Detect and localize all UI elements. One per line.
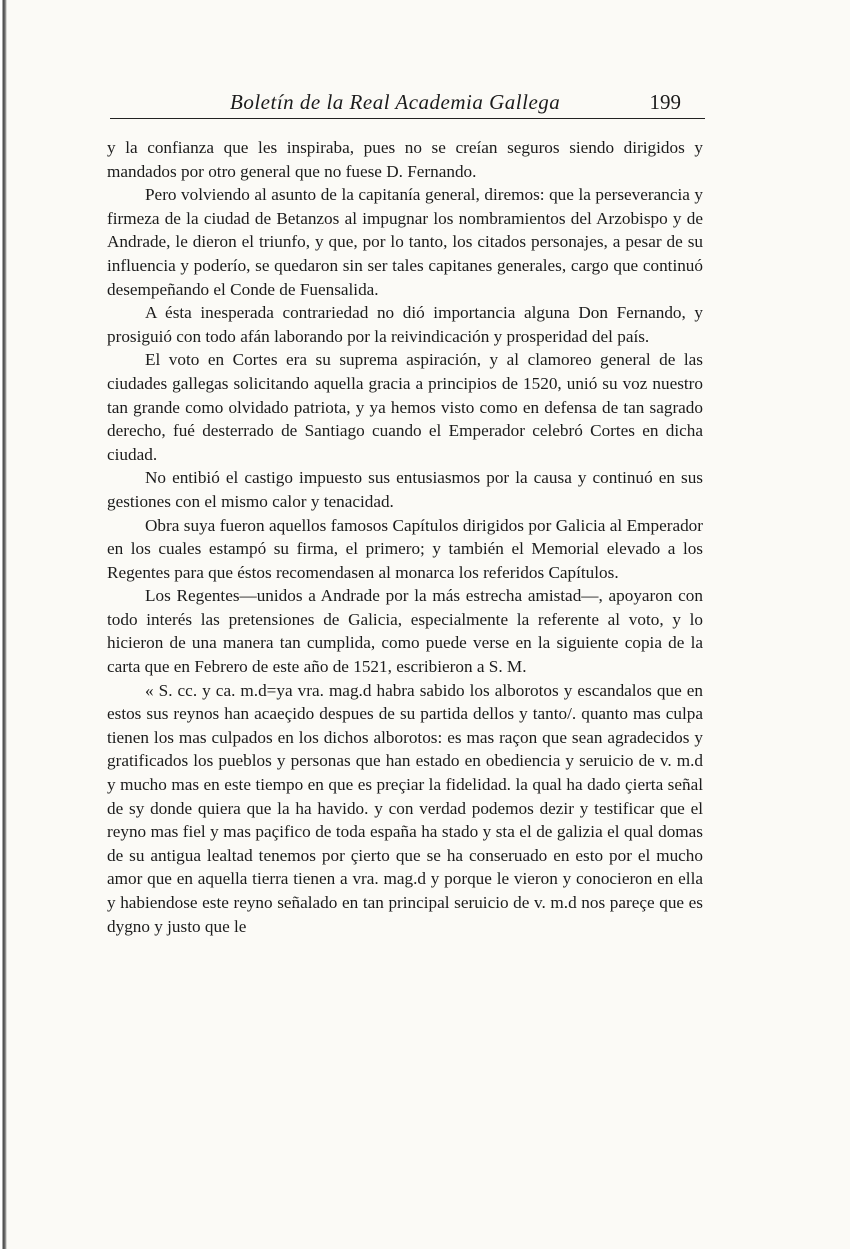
running-header <box>110 84 705 119</box>
paragraph: Obra suya fueron aquellos famosos Capítulos dirigidos por Galicia al Emperador en los cuales estampó su firma, el primero; y también el Memorial elevado a los Regentes para que éstos recomendasen al monarca los referidos Capítulos. <box>107 515 703 582</box>
paragraph: Los Regentes—unidos a Andrade por la más estrecha amistad—, apoyaron con todo interés las pretensiones de Galicia, especialmente la referente al voto, y lo hicieron de una manera tan cumplida, como puede verse en la siguiente copia de la carta que en Febrero de este año de 1521, escribieron a S. M. <box>107 586 703 677</box>
letter-quotation: « S. cc. y ca. m.d=ya vra. mag.d habra sabido los alborotos y escandalos que en estos sus reynos han acaeçido despues de su partida dellos y tanto/. quanto mas culpa tienen los mas culpados en los dichos alborotos: es mas raçon que sean agradecidos y gratificados los pueblos y personas que han estado en obediencia y seruicio de v. m.d y mucho mas en este tiempo en que es preçiar la fidelidad. la qual ha dado çierta señal de sy donde quiera que la ha havido. y con verdad podemos dezir y testificar que el reyno mas fiel y mas paçifico de toda españa ha stado y sta el de galizia el qual domas de su antigua lealtad tenemos por çierto que se ha conseruado en esto por el mucho amor que en aquella tierra tienen a vra. mag.d y porque le vieron y conocieron en ella y habiendose este reyno señalado en tan principal seruicio de v. m.d nos pareçe que es dygno y justo que le <box>107 680 703 936</box>
paragraph: No entibió el castigo impuesto sus entusiasmos por la causa y continuó en sus gestiones con el mismo calor y tenacidad. <box>107 468 703 511</box>
paragraph: A ésta inesperada contrariedad no dió importancia alguna Don Fernando, y prosiguió con todo afán laborando por la reivindicación y prosperidad del país. <box>107 303 703 346</box>
paragraph: El voto en Cortes era su suprema aspiración, y al clamoreo general de las ciudades gallegas solicitando aquella gracia a principios de 1520, unió su voz nuestro tan grande como olvidado patriota, y ya hemos visto como en defensa de tan sagrado derecho, fué desterrado de Santiago cuando el Emperador celebró Cortes en dicha ciudad. <box>107 350 703 464</box>
journal-title: Boletín de la Real Academia Gallega <box>230 90 561 114</box>
paragraph: y la confianza que les inspiraba, pues no se creían seguros siendo dirigidos y mandados por otro general que no fuese D. Fernando. <box>107 138 703 181</box>
page-number: 199 <box>649 90 681 114</box>
paragraph: Pero volviendo al asunto de la capitanía general, diremos: que la perseverancia y firmeza de la ciudad de Betanzos al impugnar los nombramientos del Arzobispo y de Andrade, le dieron el triunfo, y que, por lo tanto, los citados personajes, a pesar de su influencia y poderío, se quedaron sin ser tales capitanes generales, cargo que continuó desempeñando el Conde de Fuensalida. <box>107 185 703 299</box>
book-spine-edge <box>0 0 22 1249</box>
body-text <box>107 136 703 938</box>
